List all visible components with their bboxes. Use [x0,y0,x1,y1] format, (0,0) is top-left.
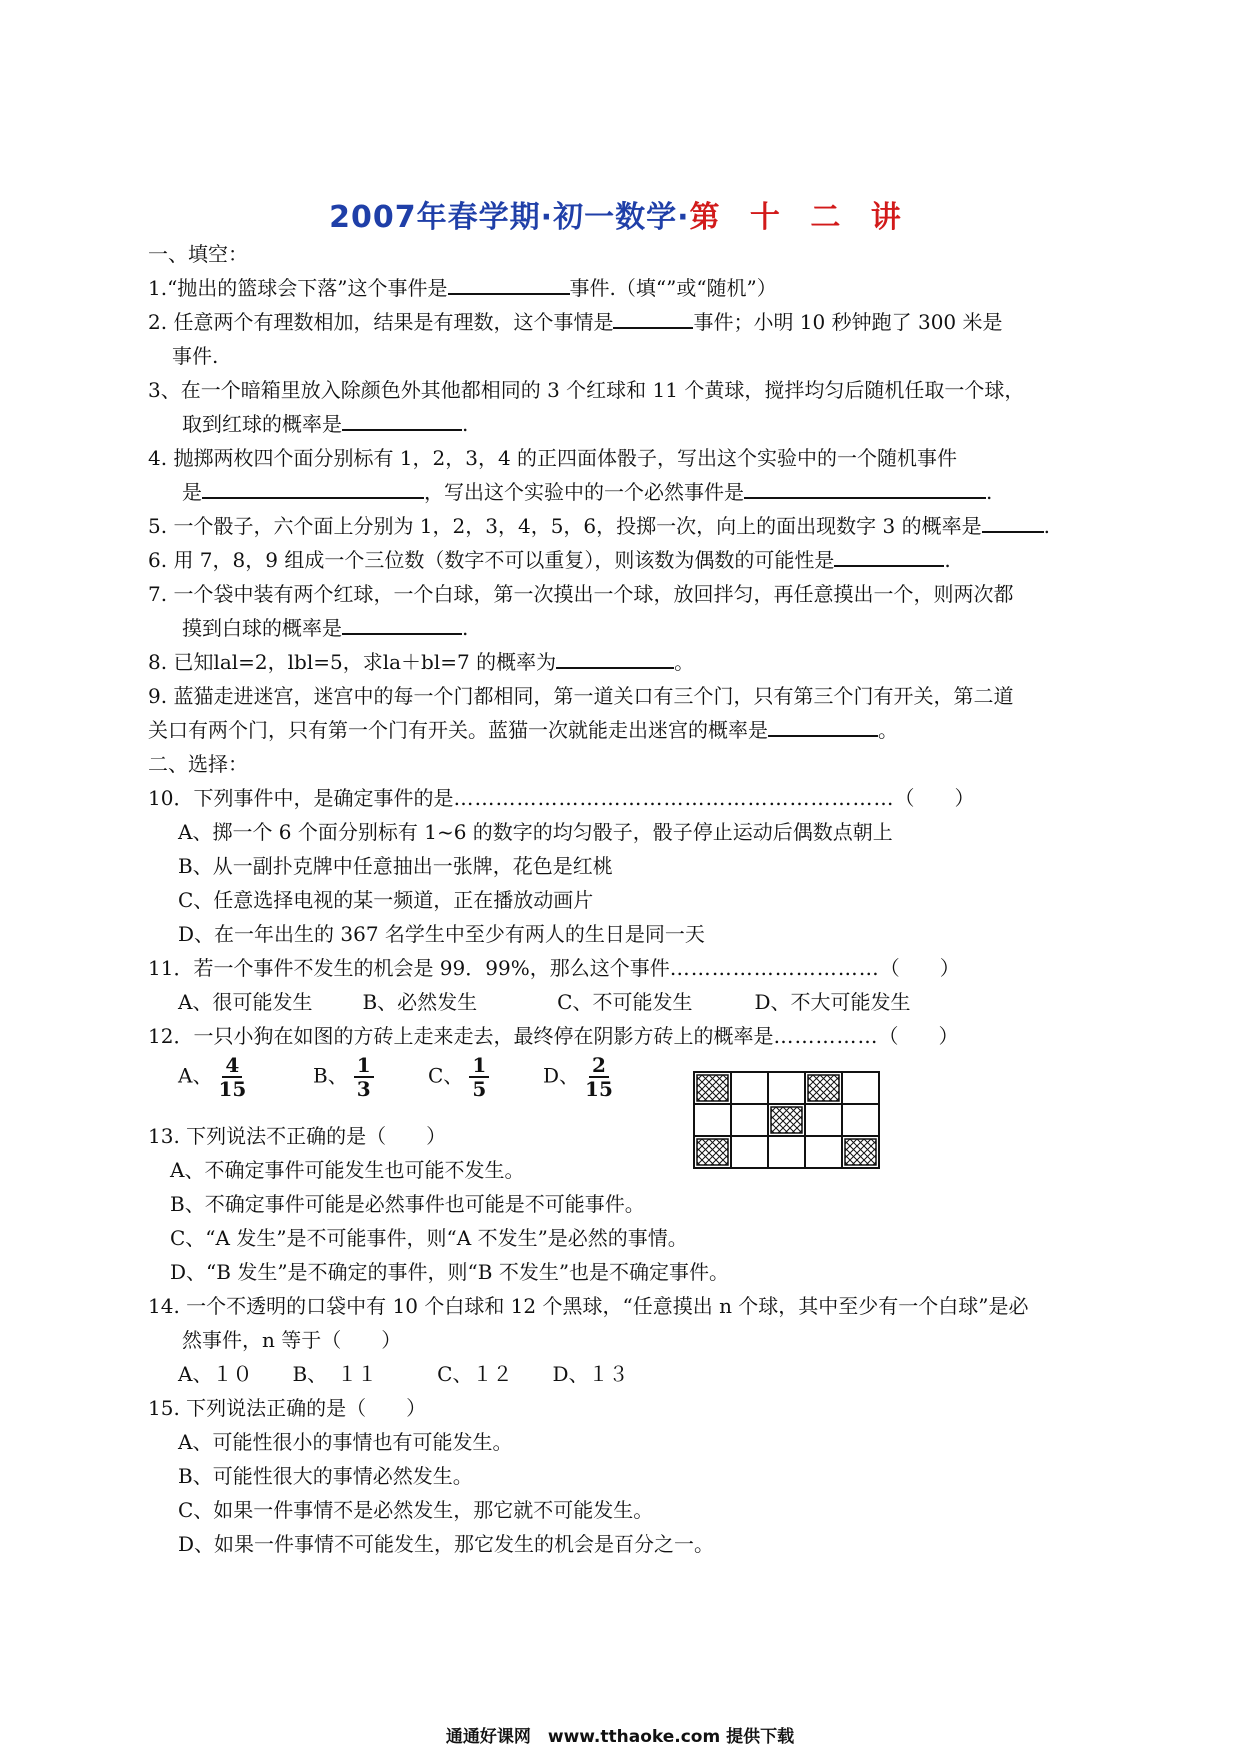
question-8: 8. 已知lal=2，lbl=5，求la＋bl=7 的概率为 。 [148,650,695,674]
answer-blank [613,309,693,329]
leader-dots: ………………………… [669,956,880,980]
question-10: 10．下列事件中，是确定事件的是………………………………………………………（ ） [148,786,975,810]
title-lecture: 第 十 二 讲 [689,200,911,235]
answer-paren: （ ） [878,1024,959,1048]
question-2: 2. 任意两个有理数相加，结果是有理数，这个事情是 事件；小明 10 秒钟跑了 300 米是 [148,310,1003,334]
title-course: 2007年春学期·初一数学· [329,200,690,235]
option-15-c: C、如果一件事情不是必然发生，那它就不可能发生。 [178,1498,654,1522]
question-9-cont: 关口有两个门，只有第一个门有开关。蓝猫一次就能走出迷宫的概率是 。 [148,718,898,742]
fraction: $\frac{1}{5}$ [469,1054,489,1100]
option-13-d: D、“B 发生”是不确定的事件，则“B 不发生”也是不确定事件。 [170,1260,730,1284]
question-12: 12．一只小狗在如图的方砖上走来走去，最终停在阴影方砖上的概率是……………（ ） [148,1024,959,1048]
answer-blank [556,649,674,669]
option-10-c: C、任意选择电视的某一频道，正在播放动画片 [178,888,594,912]
option-10-d: D、在一年出生的 367 名学生中至少有两人的生日是同一天 [178,922,705,946]
option-10-a: A、掷一个 6 个面分别标有 1~6 的数字的均匀骰子，骰子停止运动后偶数点朝上 [178,820,893,844]
answer-blank [768,717,878,737]
page-title [0,192,1240,236]
question-15: 15. 下列说法正确的是（ ） [148,1396,427,1420]
leader-dots: ……………………………………………………… [453,786,895,810]
answer-paren: （ ） [879,956,960,980]
fraction: $\frac{2}{15}$ [585,1053,613,1101]
fraction: $\frac{4}{15}$ [218,1053,247,1101]
answer-blank [744,479,986,499]
option-15-b: B、可能性很大的事情必然发生。 [178,1464,473,1488]
question-6: 6. 用 7，8，9 组成一个三位数（数字不可以重复），则该数为偶数的可能性是 . [148,548,951,572]
question-9: 9. 蓝猫走进迷宫，迷宫中的每一个门都相同，第一道关口有三个门，只有第三个门有开关，第二道 [148,684,1014,708]
section-heading-fill-in: 一、填空： [148,242,248,266]
question-7-cont: 摸到白球的概率是 . [182,616,469,640]
option-15-d: D、如果一件事情不可能发生，那它发生的机会是百分之一。 [178,1532,715,1556]
answer-blank [342,411,462,431]
leader-dots: …………… [773,1024,879,1048]
option-12-c: C、 $\frac{1}{5}$ [428,1054,489,1100]
question-3: 3、在一个暗箱里放入除颜色外其他都相同的 3 个红球和 11 个黄球，搅拌均匀后随机任取一个球， [148,378,1025,402]
answer-blank [342,615,462,635]
question-14: 14. 一个不透明的口袋中有 10 个白球和 12 个黑球，“任意摸出 n 个球，其中至少有一个白球”是必 [148,1294,1029,1318]
plain-tile [731,1072,768,1104]
page-footer: 通通好课网 www.tthaoke.com 提供下载 [445,1727,795,1747]
option-13-c: C、“A 发生”是不可能事件，则“A 不发生”是必然的事情。 [170,1226,688,1250]
question-1: 1.“抛出的篮球会下落”这个事件是 事件.（填“”或“随机”） [148,276,777,300]
question-11: 11．若一个事件不发生的机会是 99．99%，那么这个事件…………………………（ ） [148,956,960,980]
option-12-b: B、 $\frac{1}{3}$ [313,1054,374,1100]
question-3-cont: 取到红球的概率是 . [182,412,469,436]
answer-blank [448,275,570,295]
question-5: 5. 一个骰子，六个面上分别为 1，2，3，4，5，6，投掷一次，向上的面出现数字 3 的概率是 . [148,514,1050,538]
question-4: 4. 抛掷两枚四个面分别标有 1，2，3，4 的正四面体骰子，写出这个实验中的一个随机事件 [148,446,958,470]
option-12-a: A、 $\frac{4}{15}$ [178,1053,247,1101]
option-10-b: B、从一副扑克牌中任意抽出一张牌，花色是红桃 [178,854,613,878]
options-14: A、１０ B、 １１ C、１２ D、１３ [178,1362,629,1386]
section-heading-choice: 二、选择： [148,752,248,776]
question-7: 7. 一个袋中装有两个红球，一个白球，第一次摸出一个球，放回拌匀，再任意摸出一个，则两次都 [148,582,1014,606]
option-15-a: A、可能性很小的事情也有可能发生。 [178,1430,513,1454]
option-12-d: D、 $\frac{2}{15}$ [543,1053,613,1101]
option-13-b: B、不确定事件可能是必然事件也可能是不可能事件。 [170,1192,645,1216]
question-13: 13. 下列说法不正确的是（ ） [148,1124,447,1148]
question-4-cont: 是 ，写出这个实验中的一个必然事件是 . [182,480,993,504]
option-13-a: A、不确定事件可能发生也可能不发生。 [170,1158,525,1182]
answer-blank [982,513,1044,533]
options-11: A、很可能发生 B、必然发生 C、不可能发生 D、不大可能发生 [178,990,911,1014]
question-14-cont: 然事件，n 等于（ ） [182,1328,402,1352]
plain-tile [768,1072,805,1104]
question-2-cont: 事件. [172,344,219,368]
fraction: $\frac{1}{3}$ [354,1054,374,1100]
answer-paren: （ ） [894,786,975,810]
answer-blank [202,479,424,499]
plain-tile [842,1072,879,1104]
answer-blank [834,547,944,567]
